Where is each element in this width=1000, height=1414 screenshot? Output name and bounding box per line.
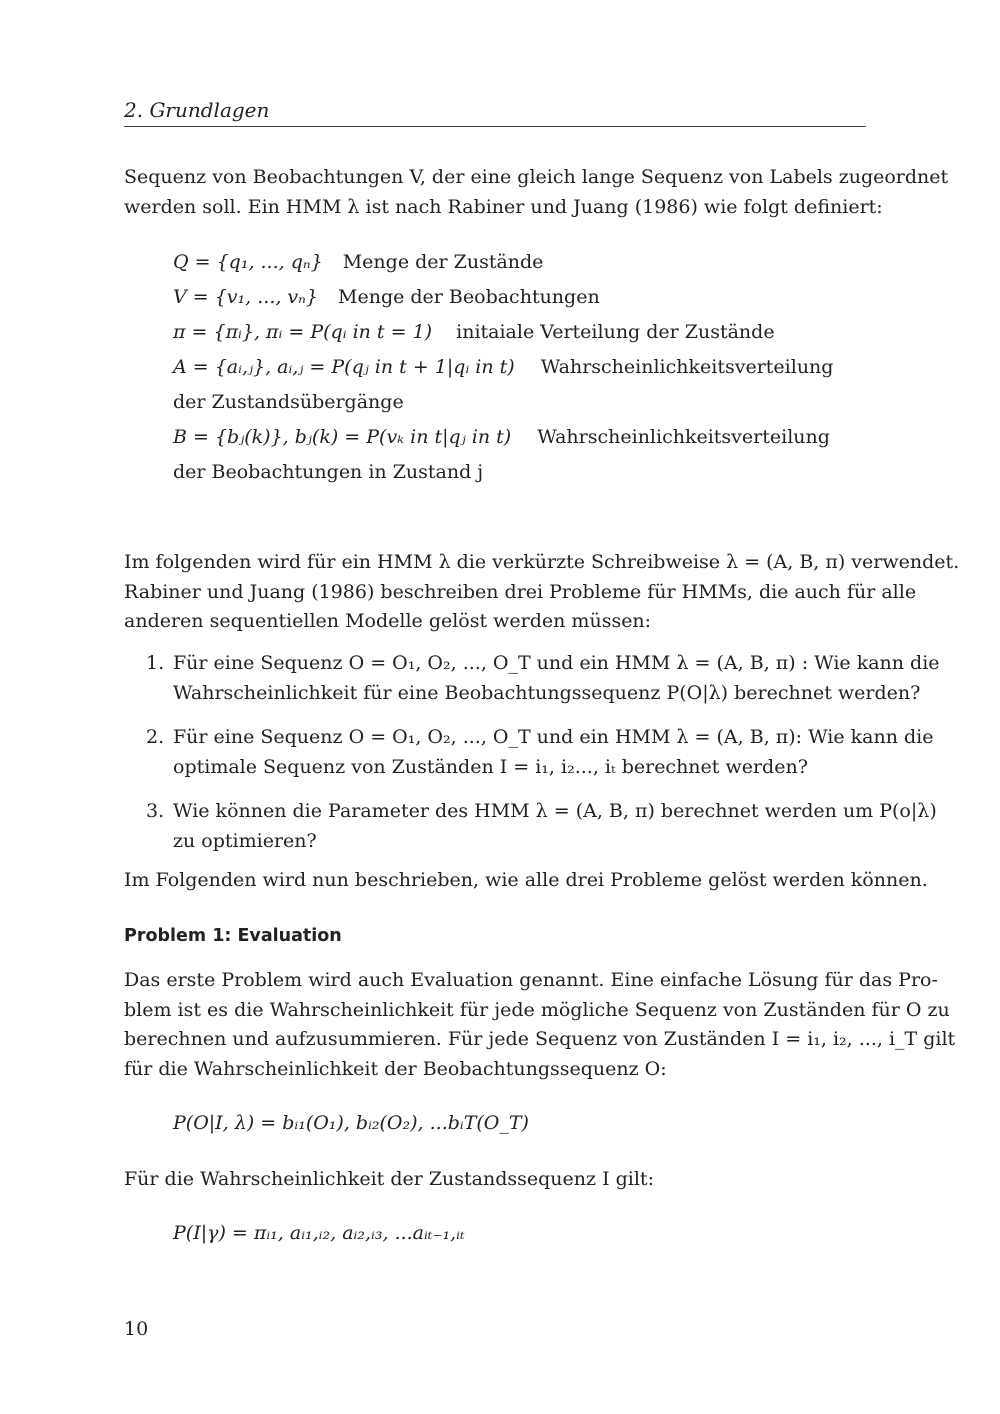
definition-row xyxy=(173,248,543,276)
definition-desc: Menge der Zustände xyxy=(342,251,544,273)
text-line: blem ist es die Wahrscheinlichkeit für jede mögliche Sequenz von Zuständen für O zu xyxy=(124,998,950,1021)
definition-formula: V = {v₁, ..., vₙ} xyxy=(173,286,318,308)
paragraph-evaluation xyxy=(124,966,956,1084)
text-line: berechnen und aufzusummieren. Für jede Sequenz von Zuständen I = i₁, i₂, ..., i_T gilt xyxy=(124,1028,956,1050)
definition-row xyxy=(173,318,775,346)
definition-row xyxy=(173,458,483,486)
paragraph-notation xyxy=(124,548,960,637)
definition-formula: Q = {q₁, ..., qₙ} xyxy=(173,251,323,273)
definition-formula: π = {πᵢ}, πᵢ = P(qᵢ in t = 1) xyxy=(173,321,433,343)
definition-row xyxy=(173,388,404,416)
list-number: 1. xyxy=(146,652,165,674)
definition-desc: Menge der Beobachtungen xyxy=(338,286,600,308)
definition-row xyxy=(173,423,830,451)
text-line: optimale Sequenz von Zuständen I = i₁, i₂..., iₜ berechnet werden? xyxy=(173,756,808,778)
list-number: 2. xyxy=(146,726,165,748)
equation-observation-prob: P(O|I, λ) = bᵢ₁(O₁), bᵢ₂(O₂), ...bᵢT(O_T) xyxy=(173,1112,529,1134)
paragraph-state-seq: Für die Wahrscheinlichkeit der Zustandssequenz I gilt: xyxy=(124,1168,654,1190)
definition-formula: A = {aᵢ,ⱼ}, aᵢ,ⱼ = P(qⱼ in t + 1|qᵢ in t) xyxy=(173,356,515,378)
text-line: Wie können die Parameter des HMM λ = (A, B, π) berechnet werden um P(o|λ) xyxy=(173,800,937,822)
definition-formula: B = {bⱼ(k)}, bⱼ(k) = P(vₖ in t|qⱼ in t) xyxy=(173,426,512,448)
text-line: Das erste Problem wird auch Evaluation genannt. Eine einfache Lösung für das Pro- xyxy=(124,969,938,991)
text-line: für die Wahrscheinlichkeit der Beobachtungssequenz O: xyxy=(124,1057,667,1080)
paragraph-overview: Im Folgenden wird nun beschrieben, wie alle drei Probleme gelöst werden können. xyxy=(124,869,928,891)
section-heading: Problem 1: Evaluation xyxy=(124,926,342,946)
definition-desc: Wahrscheinlichkeitsverteilung xyxy=(540,356,834,378)
text-line: Rabiner und Juang (1986) beschreiben drei Probleme für HMMs, die auch für alle xyxy=(124,580,917,603)
text-line: Für eine Sequenz O = O₁, O₂, ..., O_T und ein HMM λ = (A, B, π) : Wie kann die xyxy=(173,652,940,674)
header-rule xyxy=(124,126,866,127)
running-header: 2. Grundlagen xyxy=(124,98,270,122)
text-line: zu optimieren? xyxy=(173,830,317,852)
text-line: Für eine Sequenz O = O₁, O₂, ..., O_T und ein HMM λ = (A, B, π): Wie kann die xyxy=(173,726,934,748)
definition-desc: Wahrscheinlichkeitsverteilung xyxy=(537,426,830,448)
definition-row xyxy=(173,353,833,381)
equation-state-prob: P(I|γ) = πᵢ₁, aᵢ₁,ᵢ₂, aᵢ₂,ᵢ₃, ...aᵢₜ₋₁,ᵢₜ xyxy=(173,1222,465,1244)
list-number: 3. xyxy=(146,800,165,822)
definition-desc: der Beobachtungen in Zustand j xyxy=(173,461,484,483)
page-number: 10 xyxy=(124,1318,149,1340)
text-line: Im folgenden wird für ein HMM λ die verkürzte Schreibweise λ = (A, B, π) verwendet. xyxy=(124,551,960,573)
intro-paragraph xyxy=(124,163,949,222)
definition-desc: initaiale Verteilung der Zustände xyxy=(456,321,775,343)
definition-row xyxy=(173,283,600,311)
text-line: Sequenz von Beobachtungen V, der eine gleich lange Sequenz von Labels zugeordnet xyxy=(124,166,949,188)
text-line: anderen sequentiellen Modelle gelöst werden müssen: xyxy=(124,610,652,632)
definition-desc: der Zustandsübergänge xyxy=(173,391,404,413)
text-line: Wahrscheinlichkeit für eine Beobachtungssequenz P(O|λ) berechnet werden? xyxy=(173,682,921,704)
text-line: werden soll. Ein HMM λ ist nach Rabiner und Juang (1986) wie folgt definiert: xyxy=(124,195,883,218)
